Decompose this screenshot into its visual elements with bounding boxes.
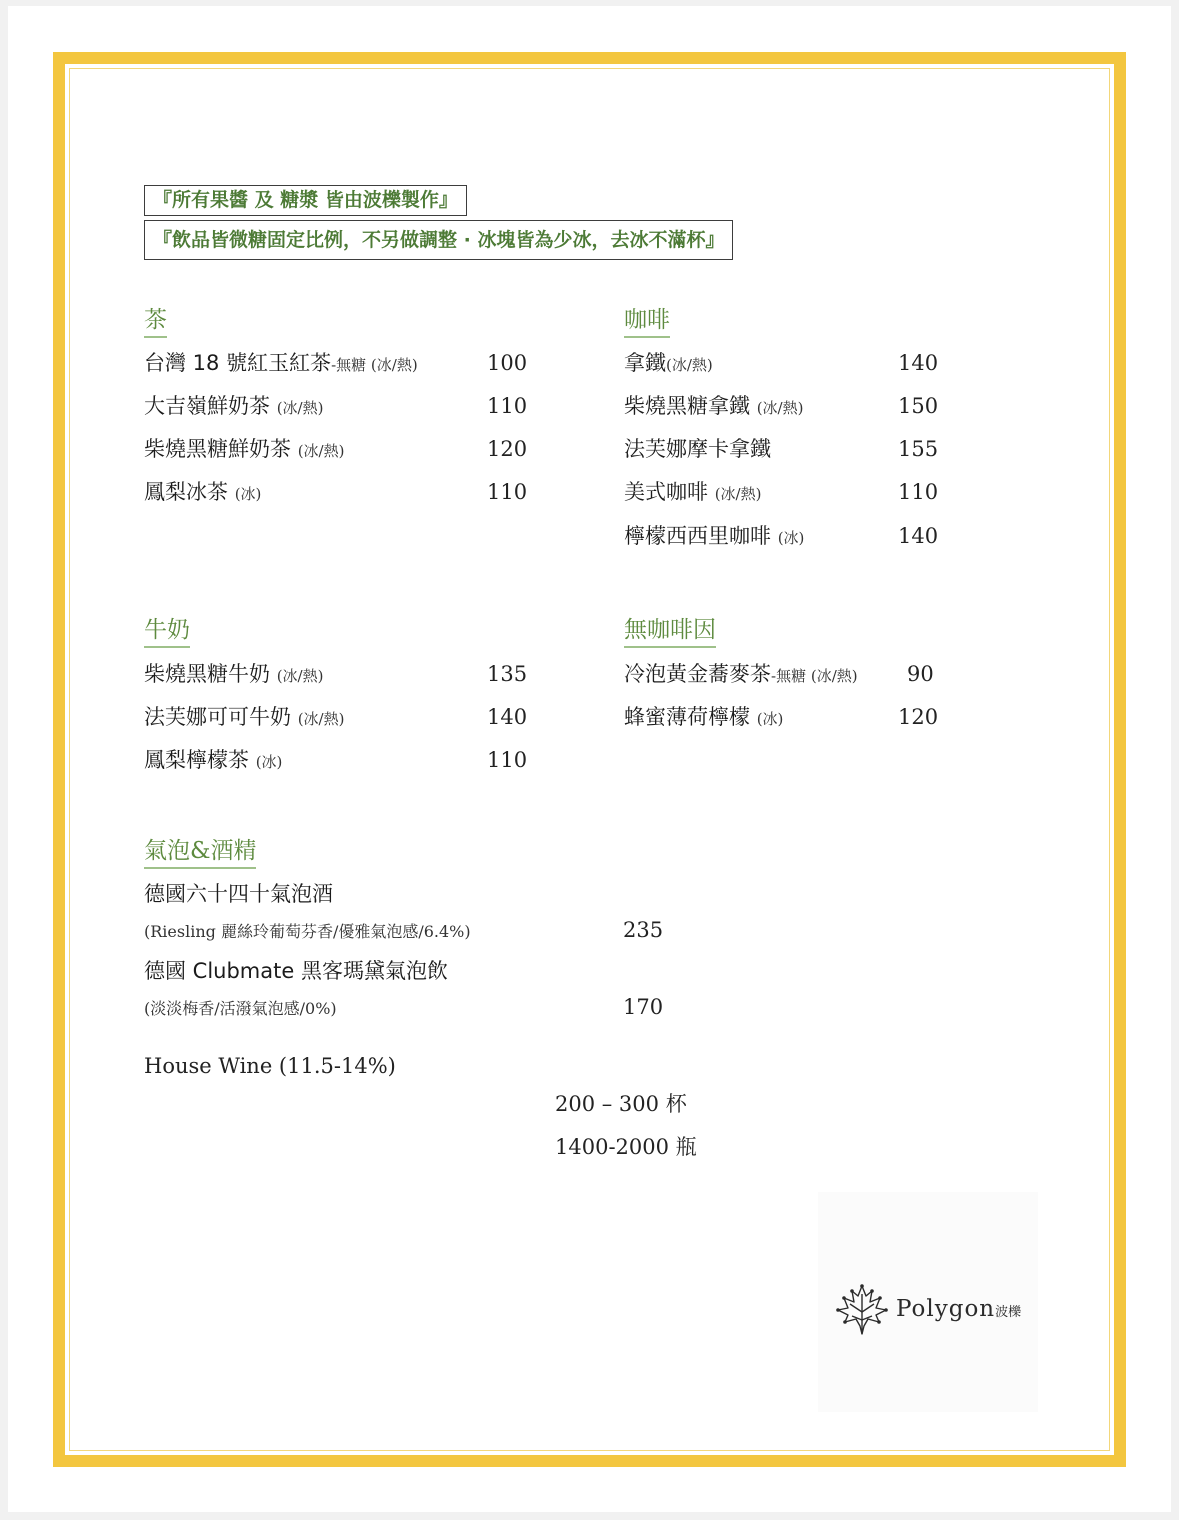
menu-item: 檸檬西西里咖啡 (冰)	[624, 524, 805, 548]
item-price: 140	[898, 524, 939, 548]
item-price: 235	[623, 918, 664, 942]
menu-item: 鳳梨冰茶 (冰)	[144, 480, 262, 504]
polygon-logo	[818, 1192, 1038, 1412]
item-description: (淡淡梅香/活潑氣泡感/0%)	[144, 999, 337, 1018]
menu-item: 德國六十四十氣泡酒	[144, 882, 333, 906]
menu-item: 德國 Clubmate 黑客瑪黛氣泡飲	[144, 959, 448, 983]
menu-item: 柴燒黑糖拿鐵 (冰/熱)	[624, 394, 804, 418]
item-price: 110	[487, 394, 528, 418]
category-decaf: 無咖啡因	[624, 616, 716, 648]
item-price: 120	[487, 437, 528, 461]
maple-leaf-icon	[832, 1282, 892, 1338]
category-milk: 牛奶	[144, 616, 190, 648]
category-tea: 茶	[144, 306, 167, 338]
menu-item: 蜂蜜薄荷檸檬 (冰)	[624, 705, 784, 729]
item-price: 135	[487, 662, 528, 686]
item-price: 110	[487, 748, 528, 772]
item-price: 110	[487, 480, 528, 504]
notice-jam-syrup: 『所有果醬 及 糖漿 皆由波櫟製作』	[144, 185, 467, 216]
menu-item: 鳳梨檸檬茶 (冰)	[144, 748, 283, 772]
menu-item: 法芙娜可可牛奶 (冰/熱)	[144, 705, 345, 729]
item-price: 170	[623, 995, 664, 1019]
notice-sugar-ice: 『飲品皆微糖固定比例，不另做調整 · 冰塊皆為少冰，去冰不滿杯』	[144, 220, 733, 260]
item-price: 100	[487, 351, 528, 375]
menu-item: 柴燒黑糖鮮奶茶 (冰/熱)	[144, 437, 345, 461]
house-wine-label: House Wine (11.5-14%)	[144, 1054, 396, 1078]
item-price: 140	[487, 705, 528, 729]
menu-item: 大吉嶺鮮奶茶 (冰/熱)	[144, 394, 324, 418]
category-coffee: 咖啡	[624, 306, 670, 338]
menu-item: 柴燒黑糖牛奶 (冰/熱)	[144, 662, 324, 686]
item-price: 90	[907, 662, 934, 686]
item-price: 140	[898, 351, 939, 375]
house-wine-glass-price: 200 – 300 杯	[555, 1092, 687, 1116]
category-sparkling-alcohol: 氣泡&酒精	[144, 837, 256, 869]
item-price: 150	[898, 394, 939, 418]
item-price: 120	[898, 705, 939, 729]
menu-item: 法芙娜摩卡拿鐵	[624, 437, 771, 461]
house-wine-bottle-price: 1400-2000 瓶	[555, 1135, 697, 1159]
menu-item: 美式咖啡 (冰/熱)	[624, 480, 762, 504]
logo-wordmark: Polygon波櫟	[896, 1296, 1022, 1322]
item-description: (Riesling 麗絲玲葡萄芬香/優雅氣泡感/6.4%)	[144, 922, 471, 941]
menu-item: 台灣 18 號紅玉紅茶-無糖 (冰/熱)	[144, 351, 418, 375]
item-price: 155	[898, 437, 939, 461]
menu-item: 冷泡黃金蕎麥茶-無糖 (冰/熱)	[624, 662, 858, 686]
item-price: 110	[898, 480, 939, 504]
menu-item: 拿鐵(冰/熱)	[624, 351, 713, 375]
